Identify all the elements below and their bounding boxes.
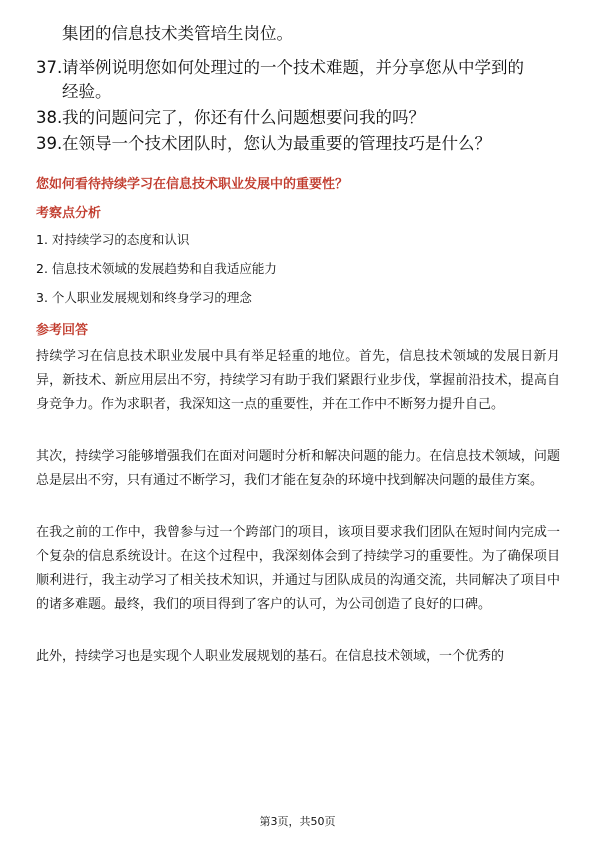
answer-paragraph: 在我之前的工作中，我曾参与过一个跨部门的项目，该项目要求我们团队在短时间内完成一个复杂的信息系统设计。在这个过程中，我深刻体会到了持续学习的重要性。为了确保项目顺利进行，我主动学习了相关技术知识，并通过与团队成员的沟通交流，共同解决了项目中的诸多难题。最终，我们的项目得到了客户的认可，为公司创造了良好的口碑。: [36, 525, 560, 612]
question-item: [36, 106, 566, 130]
analysis-point: 2. 信息技术领域的发展趋势和自我适应能力: [36, 261, 277, 276]
section-title: 您如何看待持续学习在信息技术职业发展中的重要性？: [36, 177, 349, 192]
question-text: 请举例说明您如何处理过的一个技术难题，并分享您从中学到的 经验。: [62, 58, 524, 101]
answer-body: [36, 345, 560, 697]
question-item: [36, 56, 566, 104]
question-number: 39.: [36, 134, 63, 153]
page-footer: 第3页，共50页: [259, 815, 336, 828]
question-continuation: 集团的信息技术类管培生岗位。: [62, 24, 293, 43]
analysis-point: 1. 对持续学习的态度和认识: [36, 232, 190, 247]
answer-paragraph: 此外，持续学习也是实现个人职业发展规划的基石。在信息技术领域，一个优秀的: [36, 649, 505, 664]
question-number: 38.: [36, 108, 63, 127]
question-text: 我的问题问完了，你还有什么问题想要问我的吗？: [62, 108, 425, 127]
question-number: 37.: [36, 58, 63, 77]
question-text: 在领导一个技术团队时，您认为最重要的管理技巧是什么？: [62, 134, 491, 153]
analysis-points: [36, 231, 277, 318]
answer-paragraph: 持续学习在信息技术职业发展中具有举足轻重的地位。首先，信息技术领域的发展日新月异，新技术、新应用层出不穷，持续学习有助于我们紧跟行业步伐，掌握前沿技术，提高自身竞争力。作为求职者，我深知这一点的重要性，并在工作中不断努力提升自己。: [36, 349, 560, 412]
question-list: [36, 56, 566, 158]
answer-paragraph: 其次，持续学习能够增强我们在面对问题时分析和解决问题的能力。在信息技术领域，问题总是层出不穷，只有通过不断学习，我们才能在复杂的环境中找到解决问题的最佳方案。: [36, 449, 560, 488]
answer-heading: 参考回答: [36, 323, 89, 338]
question-item: [36, 132, 566, 156]
analysis-point: 3. 个人职业发展规划和终身学习的理念: [36, 290, 252, 305]
analysis-heading: 考察点分析: [36, 206, 102, 221]
